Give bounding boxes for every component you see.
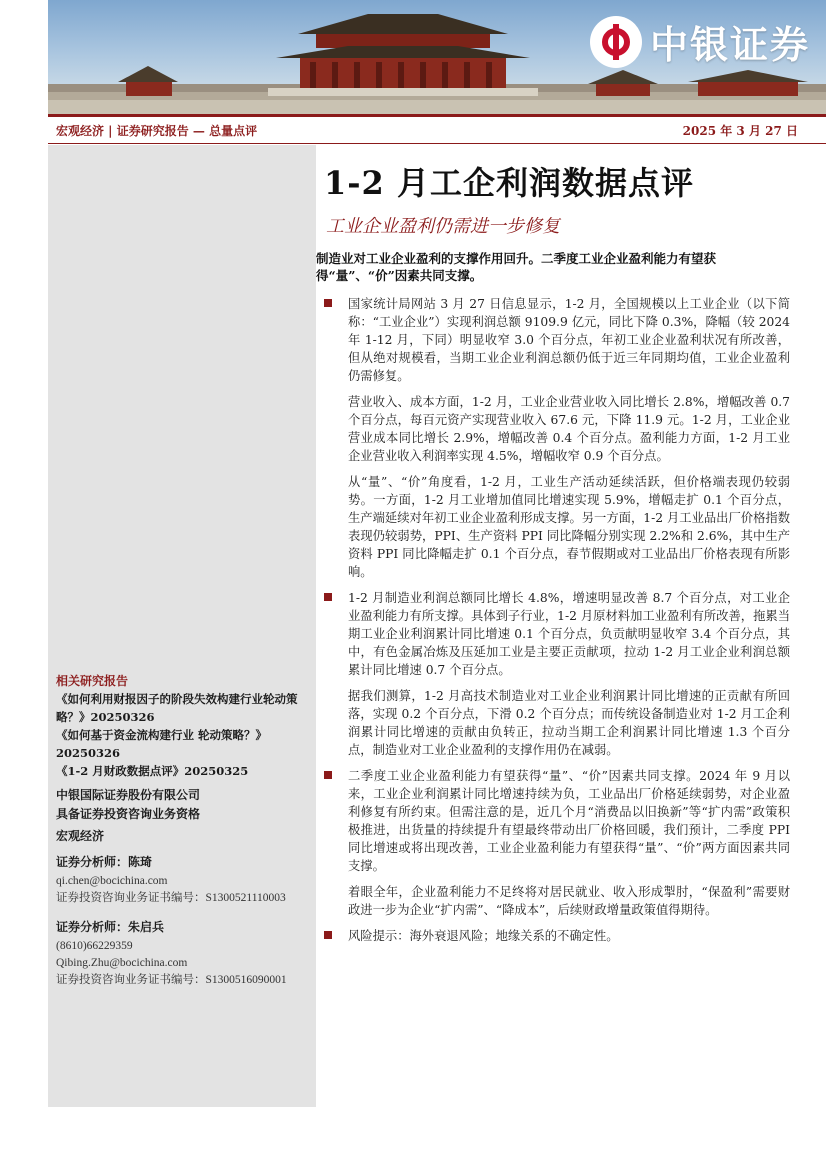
risk-warning: 风险提示：海外衰退风险；地缘关系的不确定性。 [348, 929, 619, 943]
bullet-point [324, 295, 790, 385]
company-info [56, 786, 314, 824]
company-qualification: 具备证券投资咨询业务资格 [56, 807, 201, 821]
body-paragraph: 二季度工业企业盈利能力有望获得“量”、“价”因素共同支撑。2024 年 9 月以来，工业企业利润累计同比增速持续为负，工业品出厂价格延续弱势，对企业盈利修复有所约束。但需注意的是，近几个月“消费品以旧换新”等“扩内需”政策积极推进，出货量的持续提升有望最终带动出厂价格回暖，我们预计，二季度 PPI 同比增速或将出现改善，工业企业盈利能力有望获得“量”、“价”两方面因素共同支撑。 [348, 769, 790, 873]
brand-name: 中银证券 [649, 23, 810, 67]
analyst-phone: (8610)66229359 [56, 940, 133, 952]
analyst-card [56, 853, 314, 907]
bullet-point [324, 589, 790, 679]
body-paragraph: 着眼全年，企业盈利能力不足终将对居民就业、收入形成掣肘，“保盈利”需要财政进一步为企业“扩内需”、“降成本”，后续财政增量政策值得期待。 [348, 885, 790, 917]
related-report-item[interactable]: 《1-2 月财政数据点评》20250325 [56, 764, 249, 778]
related-report-item[interactable]: 《如何利用财报因子的阶段失效构建行业轮动策略？》20250326 [56, 692, 298, 724]
analyst-card [56, 918, 314, 989]
bullet-square-icon [324, 771, 332, 779]
report-title: 1-2 月工企利润数据点评 [324, 164, 694, 202]
analyst-email[interactable]: Qibing.Zhu@bocichina.com [56, 957, 188, 969]
analyst-cert: 证券投资咨询业务证书编号：S1300521110003 [56, 892, 286, 904]
brand-logo [590, 14, 810, 69]
report-body [324, 295, 790, 953]
body-paragraph: 从“量”、“价”角度看，1-2 月，工业生产活动延续活跃，但价格端表现仍较弱势。一方面，1-2 月工业增加值同比增速实现 5.9%，增幅走扩 0.1 个百分点，生产端延续对年初工业企业盈利形成支撑。另一方面，1-2 月工业品出厂价格指数表现仍较弱势，PPI、生产资料 PPI 同比降幅分别实现 2.2%和 2.6%，其中生产资料 PPI 同比降幅走扩 0.1 个百分点，春节假期或对工业品出厂价格表现有所影响。 [348, 475, 790, 579]
body-paragraph: 据我们测算，1-2 月高技术制造业对工业企业利润累计同比增速的正贡献有所回落，实现 0.2 个百分点，下滑 0.2 个百分点；而传统设备制造业对 1-2 月工企利润累计同比增速的贡献由负转正，拉动当期工企利润累计同比增速 1.3 个百分点，制造业对工业企业盈利的支撑作用仍在减弱。 [348, 689, 790, 757]
boc-logo-icon [590, 16, 642, 68]
body-paragraph: 1-2 月制造业利润总额同比增长 4.8%，增速明显改善 8.7 个百分点，对工业企业盈利能力有所支撑。具体到子行业，1-2 月原材料加工业盈利有所改善，拖累当期工业企业利润累计同比增速 0.1 个百分点，负贡献明显收窄 3.4 个百分点，其中，有色金属冶炼及压延加工业是主要正贡献项，拉动 1-2 月工业企业利润总额累计同比增速 0.7 个百分点。 [348, 591, 790, 677]
analyst-name: 证券分析师：陈琦 [56, 855, 153, 869]
bullet-square-icon [324, 593, 332, 601]
sidebar [48, 145, 316, 1107]
report-subtitle: 工业企业盈利仍需进一步修复 [326, 216, 560, 237]
report-date: 2025 年 3 月 27 日 [682, 124, 798, 138]
bullet-point [324, 767, 790, 875]
body-paragraph: 营业收入、成本方面，1-2 月，工业企业营业收入同比增长 2.8%，增幅改善 0.7 个百分点，每百元资产实现营业收入 67.6 元，下降 11.9 元。1-2 月，工业企业营业成本同比增长 2.9%，增幅改善 0.4 个百分点。盈利能力方面，1-2 月工业企业营业收入利润率实现 4.5%，增幅收窄 0.9 个百分点。 [348, 395, 790, 463]
bullet-point [324, 927, 790, 945]
related-reports-title: 相关研究报告 [56, 674, 129, 688]
analyst-email[interactable]: qi.chen@bocichina.com [56, 875, 168, 887]
analyst-name: 证券分析师：朱启兵 [56, 920, 165, 934]
body-paragraph: 国家统计局网站 3 月 27 日信息显示，1-2 月，全国规模以上工业企业（以下简称：“工业企业”）实现利润总额 9109.9 亿元，同比下降 0.3%，降幅（较 2024 年 1-12 月，下同）明显收窄 3.0 个百分点，年初工业企业盈利状况有所改善，但从绝对规模看，当期工业企业利润总额仍低于近三年同期均值，工业企业盈利仍需修复。 [348, 297, 790, 383]
bullet-square-icon [324, 299, 332, 307]
report-header-bar [48, 114, 826, 144]
breadcrumb: 宏观经济 | 证券研究报告 — 总量点评 [56, 124, 258, 138]
report-lead-summary: 制造业对工业企业盈利的支撑作用回升。二季度工业企业盈利能力有望获得“量”、“价”因素共同支撑。 [316, 251, 717, 283]
related-reports-list [56, 690, 312, 780]
header-banner [48, 0, 826, 114]
report-category: 宏观经济 [56, 829, 105, 843]
company-name: 中银国际证券股份有限公司 [56, 788, 201, 802]
bullet-square-icon [324, 931, 332, 939]
related-report-item[interactable]: 《如何基于资金流构建行业 轮动策略？》20250326 [56, 728, 268, 760]
analyst-cert: 证券投资咨询业务证书编号：S1300516090001 [56, 974, 287, 986]
